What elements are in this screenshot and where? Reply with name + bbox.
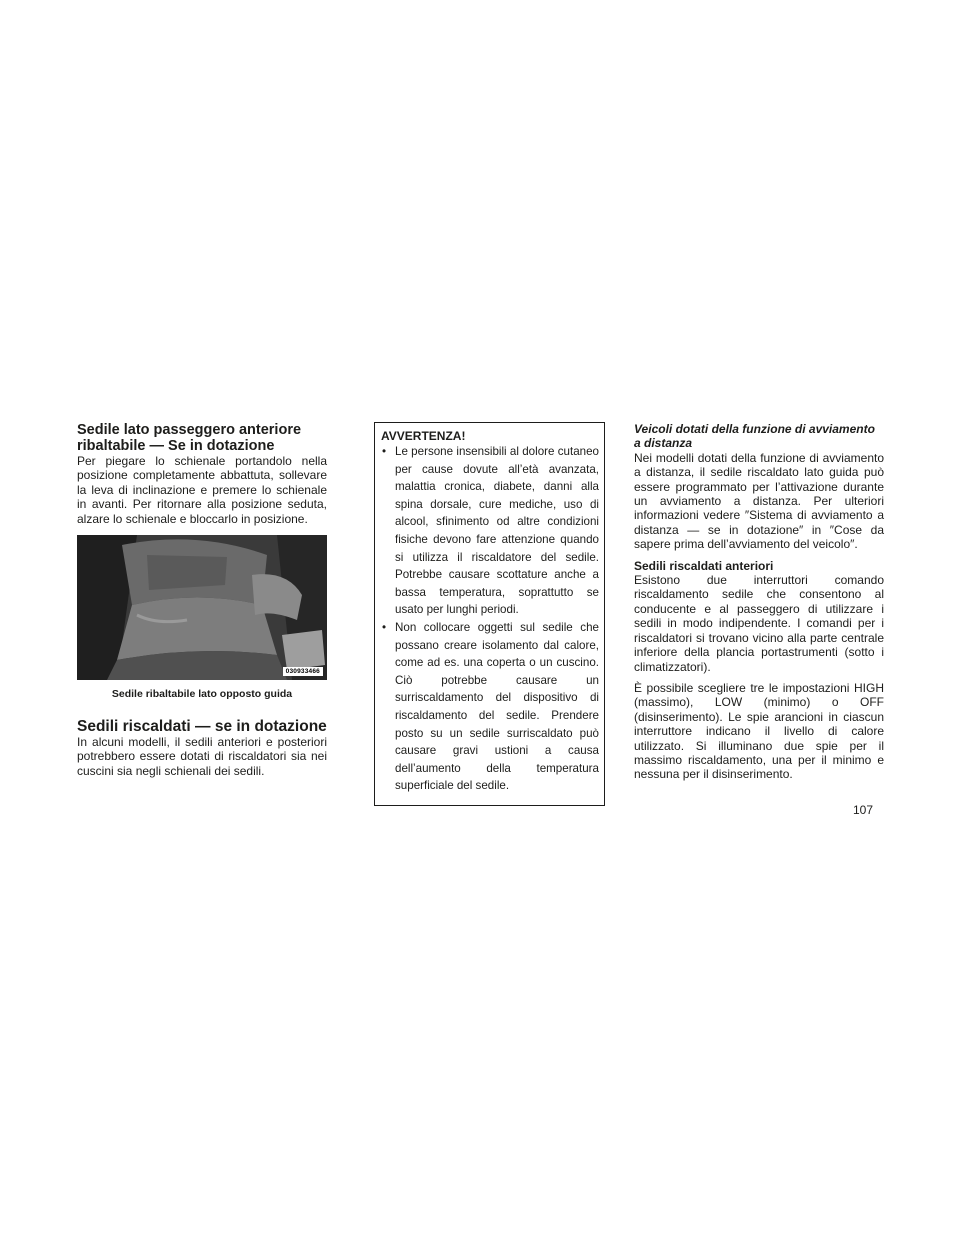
photo-reference-code: 030933466: [283, 667, 323, 676]
warning-title: AVVERTENZA!: [381, 429, 466, 443]
heading-passenger-seat-line2: ribaltabile — Se in dotazione: [77, 438, 275, 454]
photo-caption: Sedile ribaltabile lato opposto guida: [111, 688, 293, 701]
heat-settings-paragraph: È possibile scegliere tre le impostazioni HIGH (massimo), LOW (minimo) o OFF (disinserimento). Le spie arancioni in ciascun interruttore indicano il livello di calore utilizzato. Si illuminano due spie per il massimo riscaldamento, una per il minimo e nessuna per il disinserimento.: [634, 680, 884, 782]
heading-remote-start-line2: a distanza: [634, 436, 693, 451]
warning-item: • Le persone insensibili al dolore cutaneo per cause dovute all’età avanzata, malattia cronica, diabete, danni alla spina dorsale, cure mediche, uso di alcool, sfinimento od altre condizioni fisiche devono fare attenzione quando si utilizza il riscaldatore del sedile. Potrebbe causare scottature anche a bassa temperatura, soprattutto se usato per lunghi periodi.: [382, 445, 599, 617]
heated-seats-paragraph: In alcuni modelli, il sedili anteriori e posteriori potrebbero essere dotati di riscaldatori sia nei cuscini sia negli schienali dei sedili.: [77, 735, 327, 778]
page-number: 107: [853, 803, 874, 817]
seat-illustration: [77, 535, 327, 680]
heading-heated-seats: Sedili riscaldati — se in dotazione: [77, 718, 327, 736]
heading-remote-start-line1: Veicoli dotati della funzione di avviamento: [634, 422, 875, 436]
warning-box: [374, 422, 605, 806]
warning-item: • Non collocare oggetti sul sedile che possano creare isolamento dal calore, come ad es. una coperta o un cuscino. Ciò potrebbe causare un surriscaldamento del dispositivo di riscaldamento del sedile. Prendere posto su un sedile surriscaldato può causare gravi ustioni a causa dell’aumento della temperatura superficiale del sedile.: [382, 620, 599, 793]
left-column: [77, 422, 327, 778]
bullet-icon: •: [382, 620, 387, 634]
front-heated-seats-paragraph: Esistono due interruttori comando riscaldamento sedile che consentono al conducente e al passeggero di utilizzare i sedili in modo indipendente. I comandi per i riscaldatori si trovano vicino alla parte centrale inferiore della plancia portastrumenti (sotto i climatizzatori).: [634, 573, 884, 674]
right-column: [634, 422, 884, 782]
folding-seat-photo: [77, 535, 327, 680]
passenger-seat-paragraph: Per piegare lo schienale portandolo nella posizione completamente abbattuta, sollevare la leva di inclinazione e premere lo schienale in avanti. Per ritornare alla posizione seduta, alzare lo schienale e bloccarlo in posizione.: [77, 454, 327, 526]
remote-start-paragraph: Nei modelli dotati della funzione di avviamento a distanza, il sedile riscaldato lato guida può essere programmato per l’attivazione durante un avviamento a distanza. Per ulteriori informazioni vedere ″Sistema di avviamento a distanza — se in dotazione″ in ″Cose da sapere prima dell’avviamento del veicolo″.: [634, 450, 884, 552]
warning-list: [381, 443, 599, 795]
middle-column: [374, 422, 605, 806]
bullet-icon: •: [382, 445, 387, 458]
heading-front-heated-seats: Sedili riscaldati anteriori: [634, 558, 774, 573]
heading-passenger-seat-line1: Sedile lato passeggero anteriore: [77, 422, 302, 438]
